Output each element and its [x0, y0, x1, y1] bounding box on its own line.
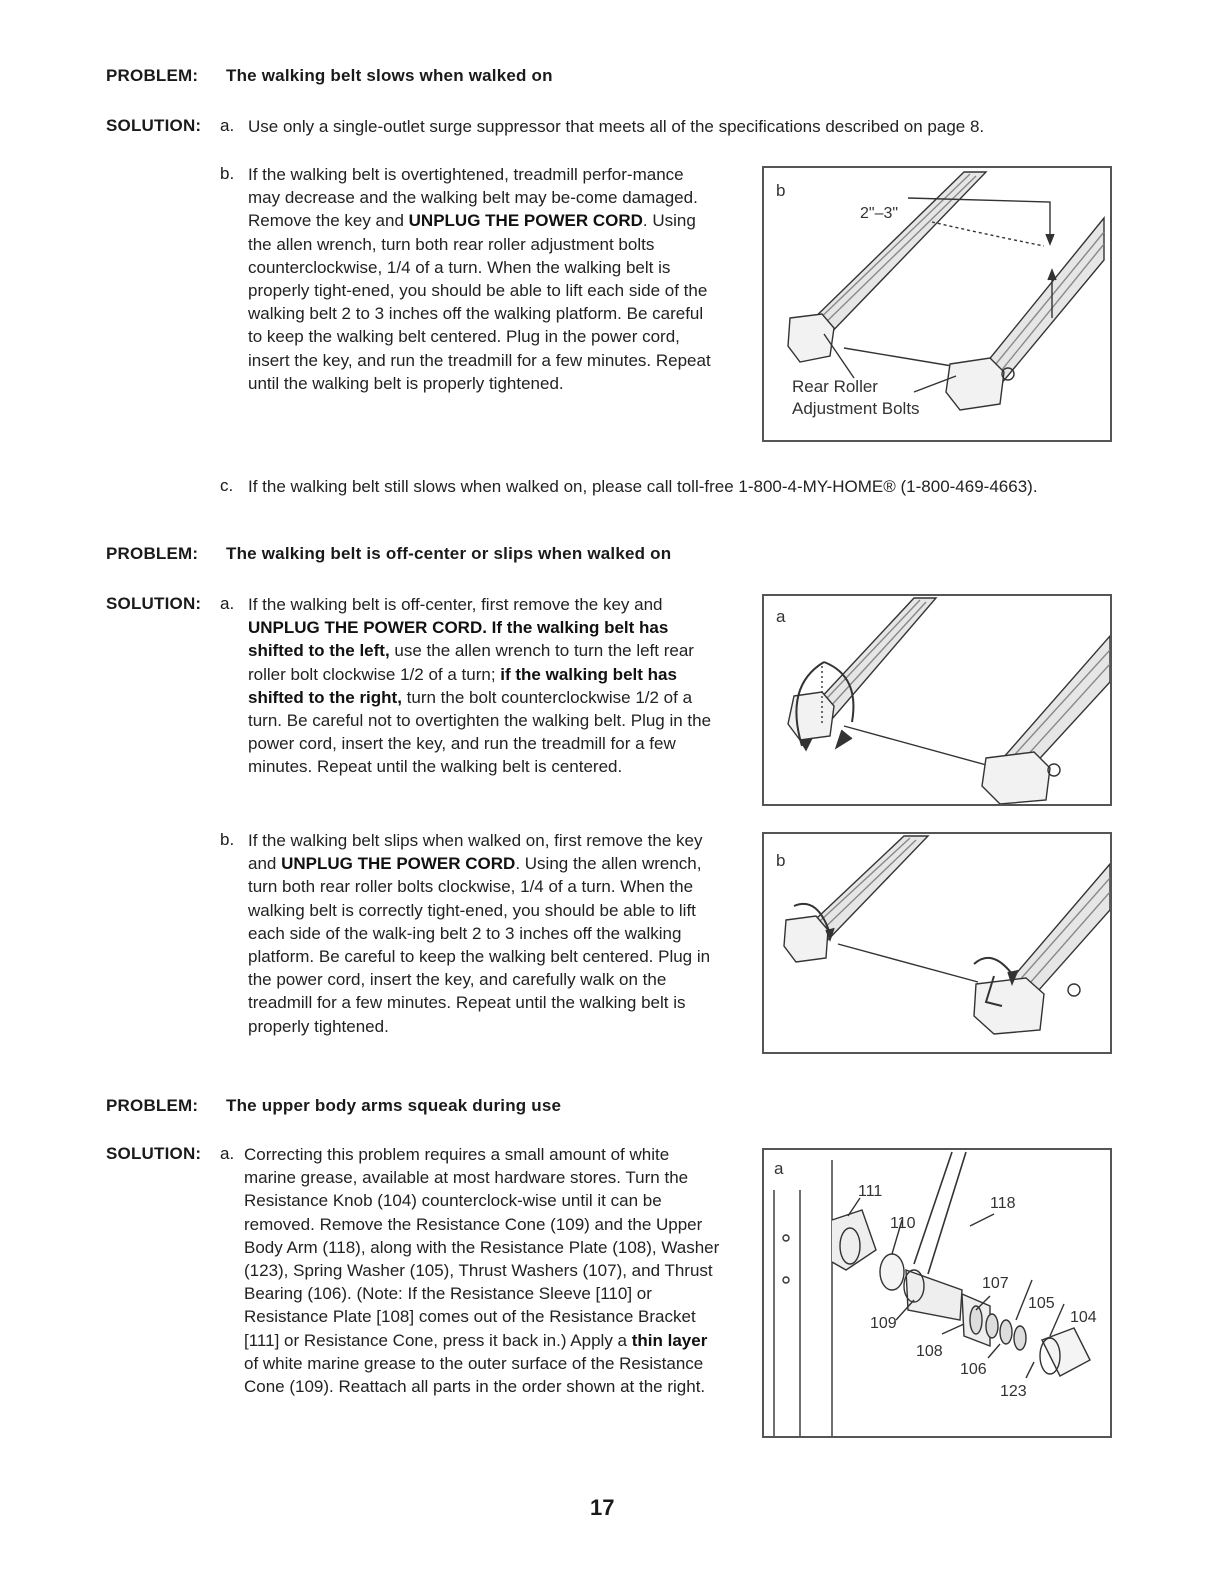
figure-belt-centering	[762, 594, 1112, 806]
solution-3-label: SOLUTION:	[106, 1144, 202, 1163]
figure-letter: a	[776, 607, 786, 626]
solution-2-label: SOLUTION:	[106, 594, 202, 613]
figure-letter: a	[774, 1159, 784, 1178]
item-letter: a.	[220, 1144, 235, 1163]
part-118: 118	[990, 1195, 1016, 1212]
part-105: 105	[1028, 1295, 1055, 1312]
solution-2b-text: If the walking belt slips when walked on, first remove the key and UNPLUG THE POWER CORD. Using the allen wrench, turn both rear roller bolts clockwise, 1/4 of a turn. When the walking belt is correctly tight-ened, you should be able to lift each side of the walk-ing belt 2 to 3 inches off the walking platform. Be careful to keep the walking belt centered. Plug in the power cord, insert the key, and carefully walk on the treadmill for a few minutes. Repeat until the walking belt is properly tightened.	[248, 831, 711, 1036]
figure-belt-tension	[762, 166, 1112, 442]
figure-letter: b	[776, 851, 786, 870]
rear-roller-label: Rear Roller	[792, 377, 878, 396]
part-109: 109	[870, 1315, 897, 1332]
part-107: 107	[982, 1275, 1009, 1292]
solution-1a-text: Use only a single-outlet surge suppressor that meets all of the specifications described on page 8.	[248, 117, 985, 136]
solution-1c-text: If the walking belt still slows when walked on, please call toll-free 1-800-4-MY-HOME® (1-800-469-4663).	[248, 477, 1038, 496]
part-110: 110	[890, 1215, 916, 1232]
dimension-label: 2"–3"	[860, 205, 899, 222]
treadmill-rear-illustration	[764, 168, 1110, 440]
item-letter: a.	[220, 594, 235, 613]
part-111: 111	[858, 1183, 883, 1200]
problem-text: The walking belt slows when walked on	[226, 66, 553, 85]
page-number: 17	[590, 1495, 615, 1520]
item-letter: a.	[220, 116, 235, 135]
problem-1-heading	[106, 66, 553, 86]
problem-3-heading	[106, 1096, 561, 1116]
problem-text: The walking belt is off-center or slips when walked on	[226, 544, 672, 563]
part-123: 123	[1000, 1383, 1027, 1400]
part-108: 108	[916, 1343, 943, 1360]
treadmill-allen-wrench-illustration	[764, 834, 1110, 1052]
treadmill-roller-bolt-illustration	[764, 596, 1110, 804]
problem-label: PROBLEM:	[106, 1096, 199, 1115]
item-letter: b.	[220, 830, 235, 849]
problem-2-heading	[106, 544, 671, 564]
adjustment-bolts-label: Adjustment Bolts	[792, 399, 920, 418]
exploded-parts-diagram	[764, 1150, 1110, 1436]
item-letter: b.	[220, 164, 235, 183]
problem-text: The upper body arms squeak during use	[226, 1096, 562, 1115]
solution-1b-text: If the walking belt is overtightened, treadmill perfor-mance may decrease and the walking belt may be-come damaged. Remove the key and UNPLUG THE POWER CORD. Using the allen wrench, turn both rear roller adjustment bolts counterclockwise, 1/4 of a turn. When the walking belt is properly tight-ened, you should be able to lift each side of the walking belt 2 to 3 inches off the walking platform. Be careful to keep the walking belt centered. Plug in the power cord, insert the key, and run the treadmill for a few minutes. Repeat until the walking belt is properly tightened.	[248, 165, 711, 393]
figure-letter: b	[776, 181, 786, 200]
item-letter: c.	[220, 476, 234, 495]
solution-1-label: SOLUTION:	[106, 116, 202, 135]
figure-belt-slipping	[762, 832, 1112, 1054]
problem-label: PROBLEM:	[106, 66, 199, 85]
solution-2a-text: If the walking belt is off-center, first remove the key and UNPLUG THE POWER CORD. If the walking belt has shifted to the left, use the allen wrench to turn the left rear roller bolt clockwise 1/2 of a turn; if the walking belt has shifted to the right, turn the bolt counterclockwise 1/2 of a turn. Be careful not to overtighten the walking belt. Plug in the power cord, insert the key, and run the treadmill for a few minutes. Repeat until the walking belt is centered.	[248, 595, 712, 777]
part-104: 104	[1070, 1309, 1097, 1326]
figure-upper-body-arm-exploded	[762, 1148, 1112, 1438]
solution-3a-text: Correcting this problem requires a small amount of white marine grease, available at most hardware stores. Turn the Resistance Knob (104) counterclock-wise until it can be removed. Remove the Resistance Cone (109) and the Upper Body Arm (118), along with the Resistance Plate (108), Washer (123), Spring Washer (105), Thrust Washers (107), and Thrust Bearing (106). (Note: If the Resistance Sleeve [110] or Resistance Plate [108] comes out of the Resistance Bracket [111] or Resistance Cone, press it back in.) Apply a thin layer of white marine grease to the outer surface of the Resistance Cone (109). Reattach all parts in the order shown at the right.	[244, 1145, 720, 1397]
part-106: 106	[960, 1361, 987, 1378]
problem-label: PROBLEM:	[106, 544, 199, 563]
